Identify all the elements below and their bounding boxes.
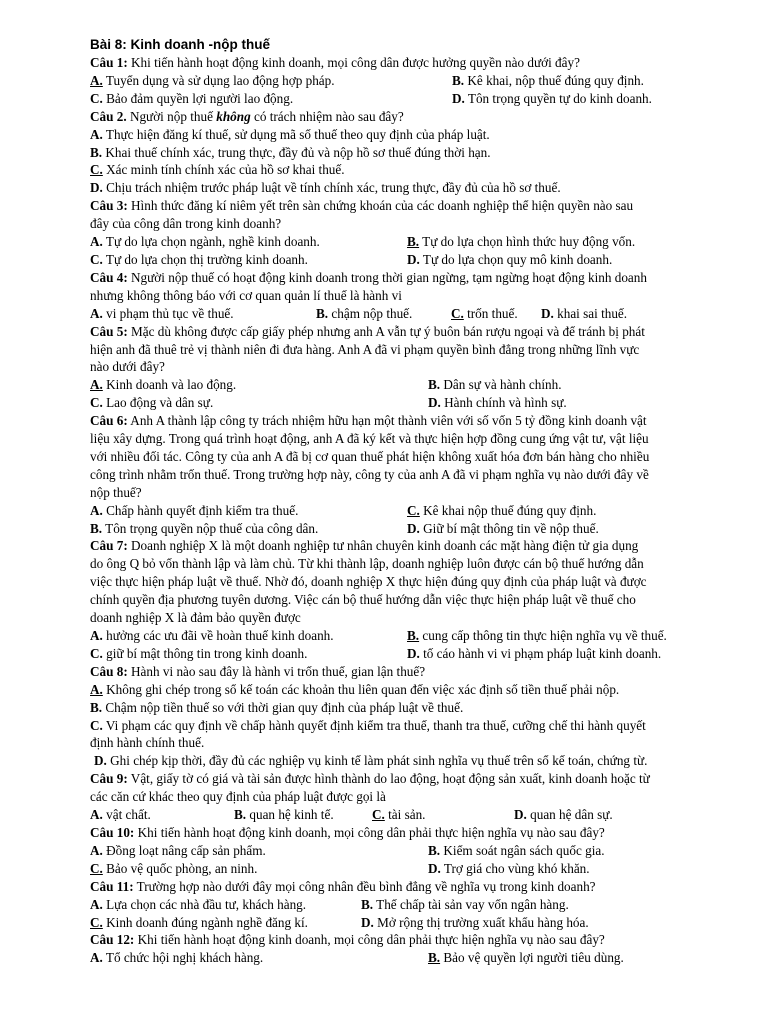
option-d: tố cáo hành vi vi phạm pháp luật kinh doanh.	[419, 645, 662, 661]
option-d: Giữ bí mật thông tin về nộp thuế.	[419, 520, 599, 536]
question-label: Câu 8:	[90, 663, 128, 679]
option-a: Đồng loạt nâng cấp sản phẩm.	[102, 842, 266, 858]
option-key: D.	[452, 90, 465, 106]
question-text: có trách nhiệm nào sau đây?	[250, 108, 404, 124]
question-text: Doanh nghiệp X là một doanh nghiệp tư nhân chuyên kinh doanh các mặt hàng điện tử gia dụng	[127, 538, 639, 554]
question-text: nộp thuế?	[90, 484, 142, 500]
question-text: công trình nhằm trốn thuế. Trong trường hợp này, công ty của anh A đã vi phạm nghĩa vụ nào dưới đây về	[90, 466, 649, 482]
option-key: C.	[90, 645, 103, 661]
question-6	[90, 412, 734, 537]
option-d: Trợ giá cho vùng khó khăn.	[440, 860, 590, 876]
option-key: D.	[428, 395, 441, 411]
question-keyword: không	[216, 108, 251, 124]
question-text: với nhiều đối tác. Công ty của anh A đã bị cơ quan thuế phát hiện không xuất hóa đơn bán hàng cho nhiều	[90, 448, 650, 464]
option-key: A.	[90, 377, 103, 393]
option-key: A.	[90, 126, 103, 142]
option-key: B.	[452, 72, 465, 88]
option-c: Lao động và dân sự.	[102, 395, 214, 411]
option-c: Tự do lựa chọn thị trường kinh doanh.	[102, 251, 308, 267]
option-b: quan hệ kinh tế.	[246, 807, 334, 823]
question-label: Câu 4:	[90, 269, 128, 285]
option-c: Kê khai nộp thuế đúng quy định.	[419, 502, 597, 518]
option-key: D.	[514, 807, 527, 823]
option-key: A.	[90, 502, 103, 518]
option-key: A.	[90, 896, 103, 912]
option-a: Chấp hành quyết định kiểm tra thuế.	[102, 502, 299, 518]
question-text: Vật, giấy tờ có giá và tài sản được hình thành do lao động, hoạt động sản xuất, kinh doanh hoặc từ	[127, 771, 650, 787]
option-b: Kê khai, nộp thuế đúng quy định.	[464, 72, 644, 88]
question-label: Câu 12:	[90, 932, 135, 948]
option-key: B.	[90, 520, 103, 536]
option-key: B.	[428, 377, 441, 393]
question-text: việc thực hiện pháp luật về thuế. Nhờ đó, doanh nghiệp X thực hiện đúng quy định của pháp luật và được	[90, 574, 647, 590]
question-label: Câu 11:	[90, 878, 134, 894]
option-c: tài sản.	[384, 807, 426, 823]
option-d: Hành chính và hình sự.	[440, 395, 567, 411]
option-c: Vi phạm các quy định về chấp hành quyết định kiểm tra thuế, thanh tra thuế, cưỡng chế thi hành quyết	[102, 717, 646, 733]
question-label: Câu 3:	[90, 198, 128, 214]
question-text: đây của công dân trong kinh doanh?	[90, 216, 282, 232]
option-key: D.	[90, 180, 103, 196]
option-c: giữ bí mật thông tin trong kinh doanh.	[102, 645, 308, 661]
question-text: nào dưới đây?	[90, 359, 165, 375]
question-label: Câu 5:	[90, 323, 128, 339]
question-text: Mặc dù không được cấp giấy phép nhưng anh A vẫn tự ý buôn bán rượu ngoại và để tránh bị phát	[127, 323, 645, 339]
option-b: cung cấp thông tin thực hiện nghĩa vụ về thuế.	[419, 628, 667, 643]
question-text: nhưng không thông báo với cơ quan quản lí thuế là hành vi	[90, 287, 402, 303]
question-4	[90, 269, 734, 323]
option-key: B.	[407, 234, 420, 250]
option-a: hưởng các ưu đãi về hoàn thuế kinh doanh.	[102, 628, 334, 643]
option-a: Tổ chức hội nghị khách hàng.	[102, 950, 264, 966]
option-key: C.	[90, 162, 103, 178]
option-b: Kiểm soát ngân sách quốc gia.	[440, 842, 605, 858]
option-c: Kinh doanh đúng ngành nghề đăng kí.	[102, 914, 308, 930]
option-key: B.	[428, 950, 441, 966]
option-key: C.	[90, 395, 103, 411]
question-text: Hình thức đăng kí niêm yết trên sàn chứng khoán của các doanh nghiệp thể hiện quyền nào sau	[127, 198, 634, 214]
question-text: liệu xây dựng. Trong quá trình hoạt động, anh A đã ký kết và thực hiện hợp đồng cung ứng vật tư, vật liệu	[90, 431, 649, 447]
option-b: chậm nộp thuế.	[328, 305, 413, 321]
question-7	[90, 537, 734, 662]
option-b: Thế chấp tài sản vay vốn ngân hàng.	[373, 896, 569, 912]
question-text: Anh A thành lập công ty trách nhiệm hữu hạn một thành viên với số vốn 5 tỷ đồng kinh doanh vật	[127, 413, 647, 429]
option-key: B.	[234, 807, 247, 823]
option-key: C.	[90, 251, 103, 267]
option-b: Bảo vệ quyền lợi người tiêu dùng.	[440, 950, 624, 966]
question-text: Người nộp thuế	[126, 108, 217, 124]
option-c: trốn thuế.	[463, 305, 518, 321]
option-key: B.	[90, 699, 103, 715]
option-key: D.	[407, 520, 420, 536]
option-a: Tuyển dụng và sử dụng lao động hợp pháp.	[102, 72, 335, 88]
option-key: C.	[90, 860, 103, 876]
option-key: C.	[372, 807, 385, 823]
option-key: D.	[428, 860, 441, 876]
option-b: Chậm nộp tiền thuế so với thời gian quy định của pháp luật về thuế.	[102, 699, 464, 715]
question-text: chính quyền địa phương tuyên dương. Việc cán bộ thuế hướng dẫn việc thực hiện pháp luật về thuế cho	[90, 592, 636, 608]
question-text: các căn cứ khác theo quy định của pháp luật được gọi là	[90, 789, 386, 805]
question-text: Khi tiến hành hoạt động kinh doanh, mọi công dân phải thực hiện nghĩa vụ nào sau đây?	[134, 932, 605, 948]
option-d: khai sai thuế.	[553, 305, 628, 321]
option-key: C.	[90, 914, 103, 930]
option-d: Mở rộng thị trường xuất khẩu hàng hóa.	[373, 914, 589, 930]
option-key: D.	[407, 645, 420, 661]
option-a: vi phạm thủ tục về thuế.	[102, 305, 234, 321]
option-a: Không ghi chép trong sổ kế toán các khoản thu liên quan đến việc xác định số tiền thuế phải nộp.	[102, 681, 620, 697]
option-b: Tự do lựa chọn hình thức huy động vốn.	[419, 234, 636, 250]
question-text: doanh nghiệp X là đảm bảo quyền được	[90, 610, 301, 626]
option-d: Chịu trách nhiệm trước pháp luật về tính chính xác, trung thực, đầy đủ của hồ sơ thuế.	[102, 180, 561, 196]
option-b: Tôn trọng quyền nộp thuế của công dân.	[102, 520, 319, 536]
question-2	[90, 108, 734, 198]
option-key: A.	[90, 234, 103, 250]
question-8	[90, 663, 734, 770]
option-key: B.	[407, 628, 420, 643]
option-key: B.	[90, 144, 103, 160]
option-key: D.	[541, 305, 554, 321]
option-c: Bảo vệ quốc phòng, an ninh.	[102, 860, 258, 876]
option-c: Bảo đảm quyền lợi người lao động.	[102, 90, 294, 106]
option-key: D.	[361, 914, 374, 930]
lesson-title: Bài 8: Kinh doanh -nộp thuế	[90, 37, 270, 52]
option-d: quan hệ dân sự.	[526, 807, 613, 823]
question-9	[90, 770, 734, 824]
option-key: A.	[90, 72, 103, 88]
question-5	[90, 323, 734, 413]
option-c-continued: định hành chính thuế.	[90, 735, 205, 751]
option-a: Lựa chọn các nhà đầu tư, khách hàng.	[102, 896, 307, 912]
option-key: C.	[90, 717, 103, 733]
option-key: C.	[407, 502, 420, 518]
question-1	[90, 54, 734, 108]
option-key: A.	[90, 681, 103, 697]
option-a: vật chất.	[102, 807, 151, 823]
option-a: Tự do lựa chọn ngành, nghề kinh doanh.	[102, 234, 320, 250]
option-d: Ghi chép kịp thời, đầy đủ các nghiệp vụ kinh tế làm phát sinh nghĩa vụ thuế trên sổ kế toán, chứng từ.	[106, 753, 648, 769]
question-label: Câu 7:	[90, 538, 128, 554]
question-10	[90, 824, 734, 878]
question-12	[90, 931, 734, 967]
question-text: do ông Q bỏ vốn thành lập và làm chủ. Từ khi thành lập, doanh nghiệp luôn được cán bộ thuế hướng dẫn	[90, 556, 644, 572]
option-d: Tôn trọng quyền tự do kinh doanh.	[464, 90, 652, 106]
option-b: Dân sự và hành chính.	[440, 377, 562, 393]
question-label: Câu 1:	[90, 55, 128, 70]
option-key: A.	[90, 842, 103, 858]
option-key: B.	[316, 305, 329, 321]
option-key: B.	[428, 842, 441, 858]
option-key: B.	[361, 896, 374, 912]
question-text: Hành vi nào sau đây là hành vi trốn thuế, gian lận thuế?	[127, 663, 426, 679]
option-c: Xác minh tính chính xác của hồ sơ khai thuế.	[102, 162, 345, 178]
option-key: A.	[90, 807, 103, 823]
question-text: Khi tiến hành hoạt động kinh doanh, mọi công dân được hưởng quyền nào dưới đây?	[127, 55, 580, 70]
question-label: Câu 9:	[90, 771, 128, 787]
question-label: Câu 6:	[90, 413, 128, 429]
question-text: hiện anh đã thuê trẻ vị thành niên đi đưa hàng. Anh A đã vi phạm quyền bình đẳng trong những lĩnh vực	[90, 341, 640, 357]
option-key: C.	[90, 90, 103, 106]
option-key: A.	[90, 305, 103, 321]
option-b: Khai thuế chính xác, trung thực, đầy đủ và nộp hồ sơ thuế đúng thời hạn.	[102, 144, 491, 160]
option-key: A.	[90, 628, 103, 643]
question-text: Người nộp thuế có hoạt động kinh doanh trong thời gian ngừng, tạm ngừng hoạt động kinh doanh	[127, 269, 647, 285]
question-text: Trường hợp nào dưới đây mọi công nhân đều bình đẳng về nghĩa vụ trong kinh doanh?	[133, 878, 596, 894]
question-label: Câu 10:	[90, 824, 135, 840]
option-d: Tự do lựa chọn quy mô kinh doanh.	[419, 251, 613, 267]
option-key: C.	[451, 305, 464, 321]
question-label: Câu 2.	[90, 108, 127, 124]
question-text: Khi tiến hành hoạt động kinh doanh, mọi công dân phải thực hiện nghĩa vụ nào sau đây?	[134, 824, 605, 840]
option-a: Thực hiện đăng kí thuế, sử dụng mã số thuế theo quy định của pháp luật.	[102, 126, 490, 142]
option-key: A.	[90, 950, 103, 966]
option-key: D.	[94, 753, 107, 769]
option-a: Kinh doanh và lao động.	[102, 377, 237, 393]
question-3	[90, 197, 734, 269]
option-key: D.	[407, 251, 420, 267]
question-11	[90, 878, 734, 932]
